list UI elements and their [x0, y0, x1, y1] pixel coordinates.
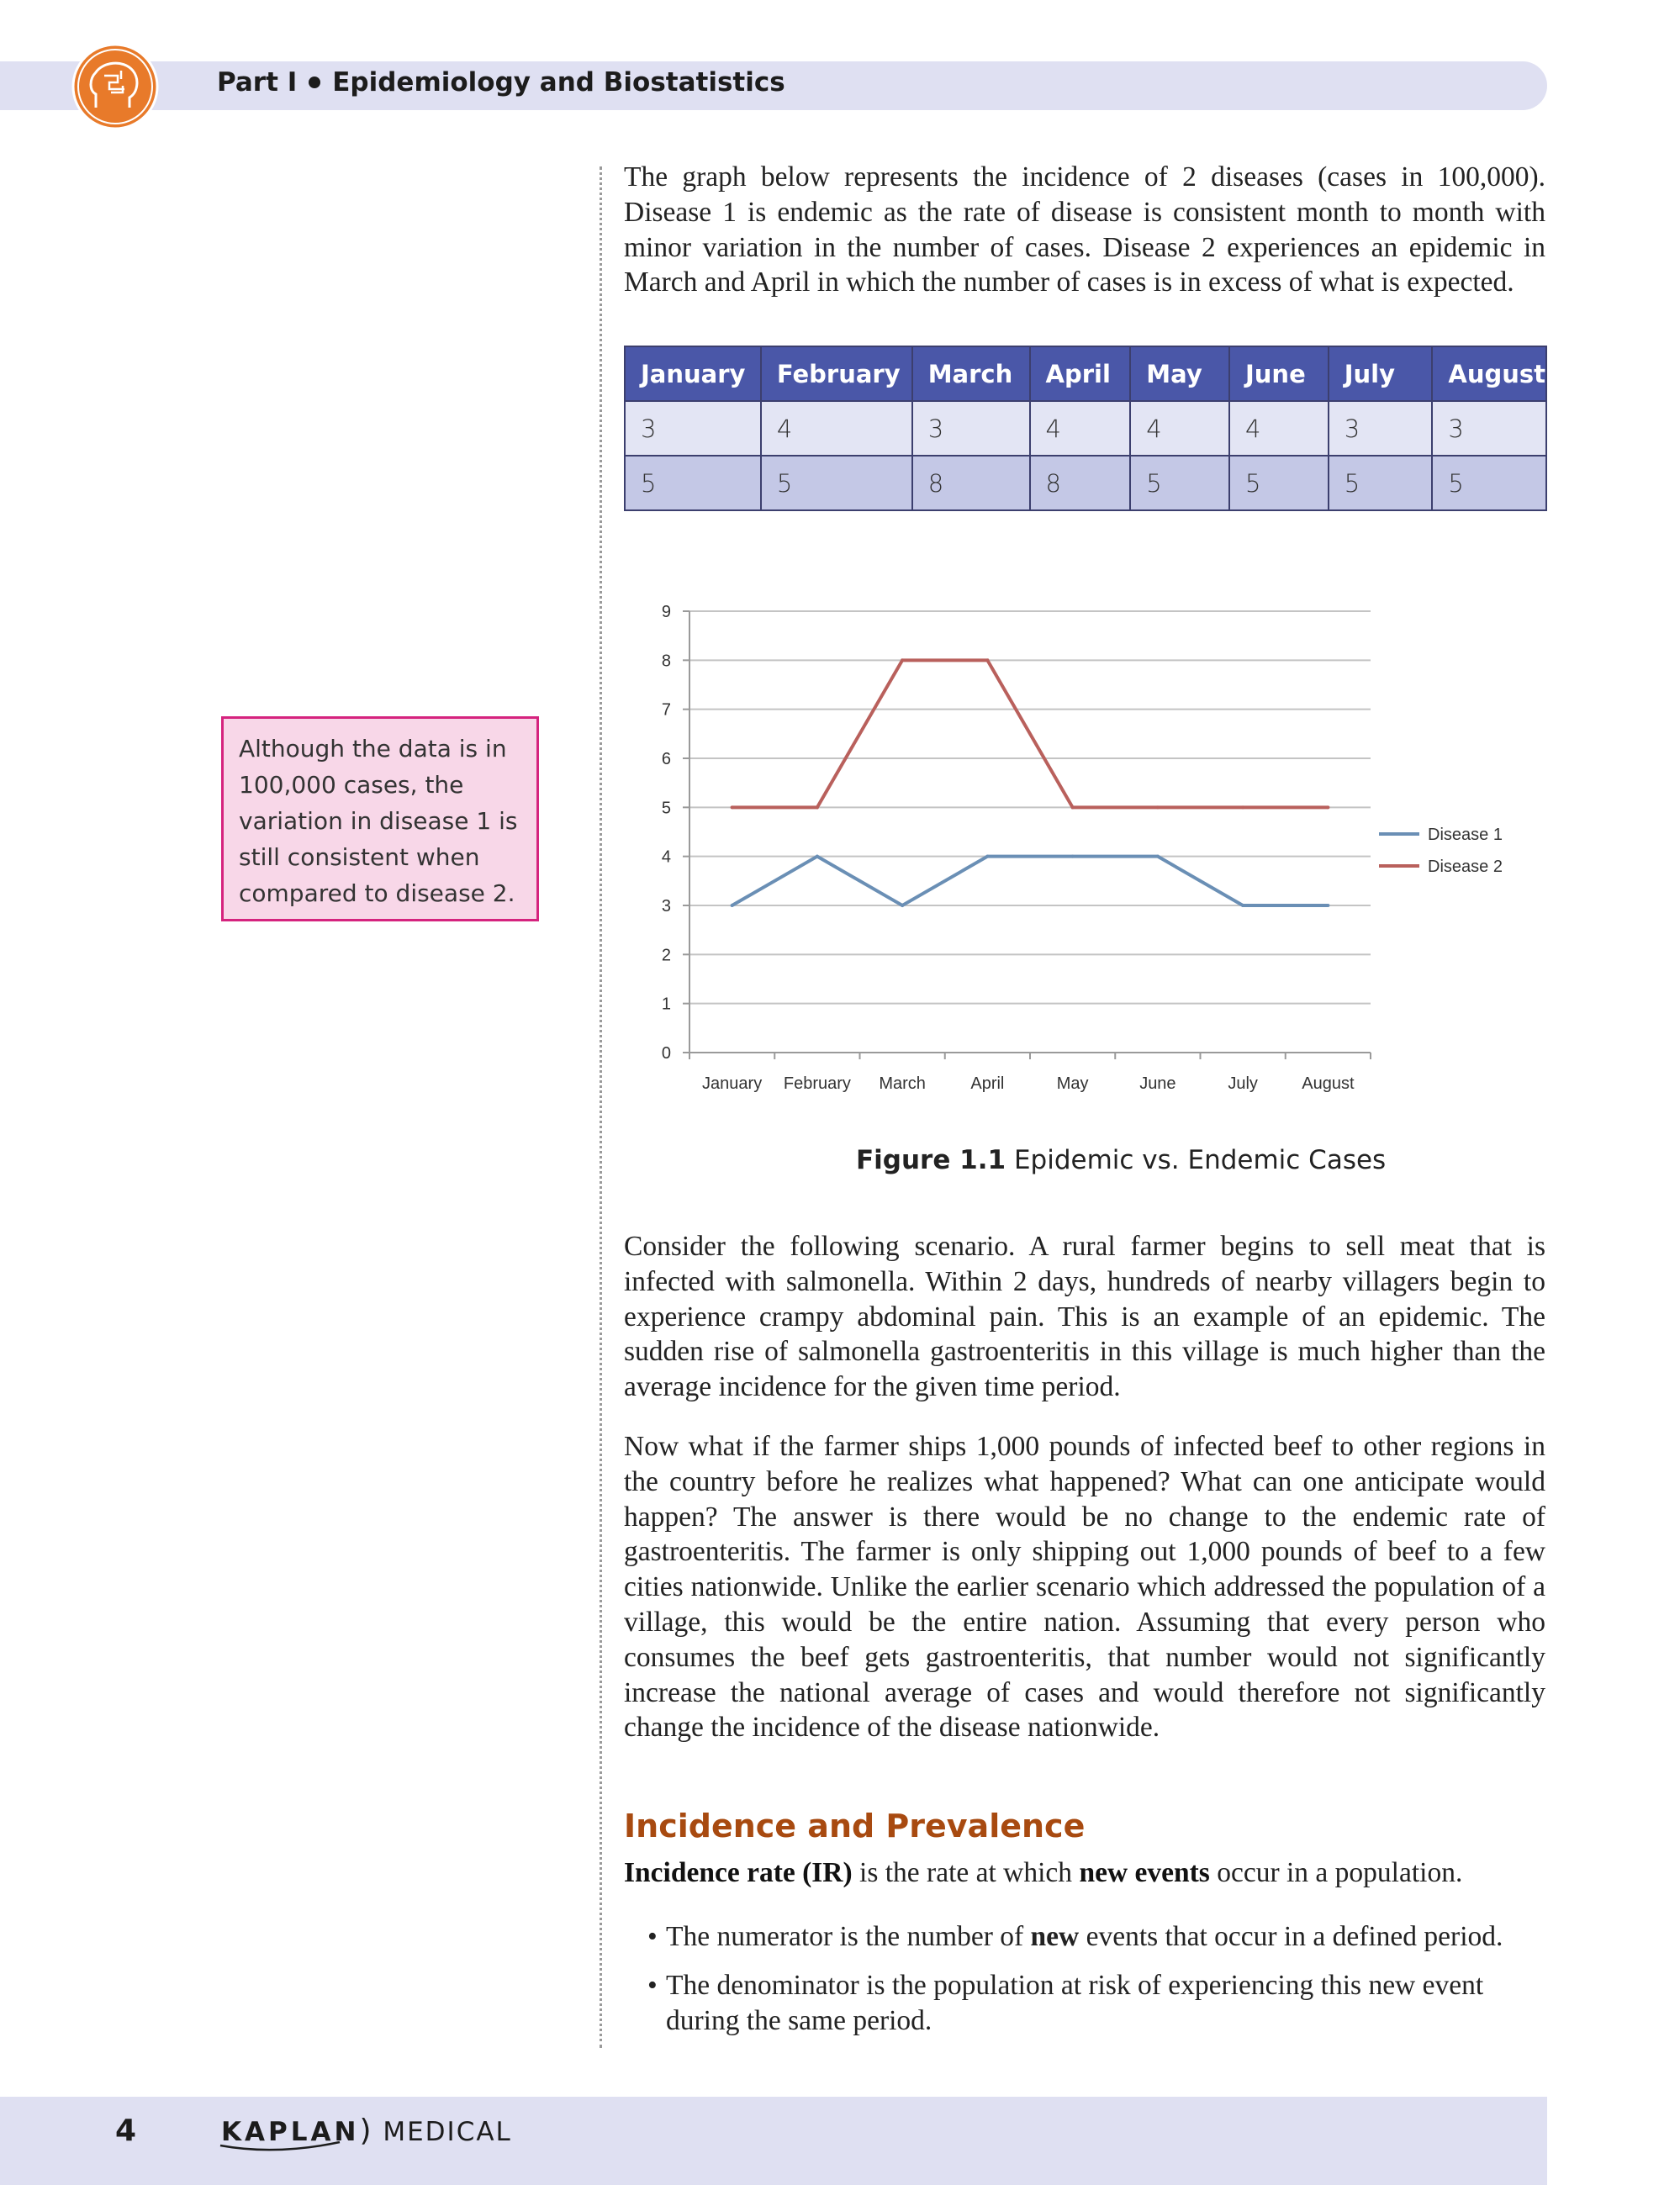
table-header-cell: August: [1432, 346, 1546, 401]
table-header-row: [625, 346, 1546, 401]
x-tick-label: April: [970, 1074, 1005, 1093]
table-cell: 3: [1329, 401, 1433, 456]
table-cell: 8: [912, 456, 1030, 510]
table-cell: 4: [1130, 401, 1229, 456]
data-point: [901, 658, 904, 662]
x-tick-labels: [702, 1074, 1355, 1093]
kaplan-logo: KAPLAN) MEDICAL: [221, 2114, 512, 2148]
incidence-line-chart: [639, 588, 1547, 1110]
list-item-emphasis: new: [1030, 1921, 1080, 1952]
table-cell: 5: [761, 456, 912, 510]
figure-title: Epidemic vs. Endemic Cases: [1013, 1145, 1387, 1175]
x-tick-label: January: [702, 1074, 763, 1093]
definition-term: Incidence rate (IR): [624, 1857, 853, 1888]
data-point: [816, 805, 819, 809]
list-item-text: events that occur in a defined period.: [1086, 1921, 1503, 1952]
table-cell: 3: [1432, 401, 1546, 456]
table-cell: 4: [1229, 401, 1329, 456]
list-item: [647, 1968, 1545, 2039]
y-tick-label: 3: [661, 897, 671, 916]
x-tick-label: August: [1302, 1074, 1355, 1093]
definition-text: is the rate at which: [859, 1857, 1073, 1888]
table-header-cell: June: [1229, 346, 1329, 401]
x-tick-label: July: [1228, 1074, 1258, 1093]
data-point: [1326, 904, 1329, 907]
table-header-cell: July: [1329, 346, 1433, 401]
y-tick-label: 8: [661, 652, 671, 671]
table-header-cell: March: [912, 346, 1030, 401]
list-item: [647, 1919, 1545, 1955]
sidebar-note: [221, 716, 539, 921]
series-line-2: [732, 660, 1329, 807]
chart-grid: [683, 611, 1371, 1059]
bullet-icon: •: [647, 1921, 658, 1952]
y-tick-label: 6: [661, 750, 671, 768]
header-title: Epidemiology and Biostatistics: [332, 67, 785, 98]
data-point: [1156, 805, 1160, 809]
nationwide-paragraph: Now what if the farmer ships 1,000 pounds of infected beef to other regions in the country before he realizes what happened? What can one anticipate would happen? The answer is there would be no change to the endemic rate of gastroenteritis. The farmer is only shipping out 1,000 pounds of beef to a few cities nationwide. Unlike the earlier scenario which addressed the population of a village, this would be the entire nation. Assuming that every person who consumes the beef gets gastroenteritis, that number would not significantly increase the national average of cases and would therefore not significantly change the incidence of the disease nationwide.: [624, 1431, 1545, 1744]
data-point: [1156, 855, 1160, 858]
table-cell: 3: [625, 401, 761, 456]
y-tick-label: 0: [661, 1044, 671, 1063]
data-point: [731, 805, 734, 809]
brain-head-logo-icon: [71, 42, 160, 131]
data-point: [816, 855, 819, 858]
incidence-definition: [624, 1855, 1545, 1891]
table-cell: 8: [1030, 456, 1131, 510]
table-header-cell: April: [1030, 346, 1131, 401]
table-cell: 5: [1130, 456, 1229, 510]
data-point: [1241, 805, 1244, 809]
data-point: [985, 855, 989, 858]
table-cell: 5: [1329, 456, 1433, 510]
y-tick-label: 9: [661, 603, 671, 621]
y-tick-label: 5: [661, 799, 671, 818]
x-tick-label: February: [783, 1074, 851, 1093]
table-cell: 5: [1432, 456, 1546, 510]
list-item-text: The denominator is the population at risk of experiencing this new event during the same period.: [666, 1970, 1484, 2036]
kaplan-swoosh-icon: [217, 2112, 351, 2154]
data-point: [1071, 805, 1075, 809]
running-header: [217, 67, 785, 98]
brand-suffix: MEDICAL: [383, 2117, 512, 2147]
page-number: 4: [115, 2114, 137, 2148]
section-heading: Incidence and Prevalence: [624, 1808, 1086, 1845]
data-point: [901, 904, 904, 907]
figure-label: Figure 1.1: [856, 1145, 1006, 1175]
definition-emphasis: new events: [1079, 1857, 1210, 1888]
x-tick-label: May: [1056, 1074, 1089, 1093]
intro-paragraph: The graph below represents the incidence of 2 diseases (cases in 100,000). Disease 1 is endemic as the rate of disease is consistent month to month with minor variation in the number of cases. Disease 2 experiences an epidemic in March and April in which the number of cases is in excess of what is expected.: [624, 161, 1545, 298]
margin-rule: [600, 166, 602, 2048]
x-tick-label: June: [1139, 1074, 1176, 1093]
figure-caption: [856, 1145, 1386, 1175]
chart-series: [731, 658, 1330, 907]
y-tick-label: 2: [661, 946, 671, 965]
x-tick-label: March: [879, 1074, 926, 1093]
table-cell: 5: [1229, 456, 1329, 510]
table-row: [625, 401, 1546, 456]
brand-name: KAPLAN: [221, 2117, 360, 2147]
data-point: [985, 658, 989, 662]
legend-label: Disease 2: [1428, 858, 1503, 876]
table-header-cell: May: [1130, 346, 1229, 401]
table-row: [625, 456, 1546, 510]
part-label: Part I: [217, 67, 298, 98]
y-tick-label: 4: [661, 847, 671, 867]
data-point: [1326, 805, 1329, 809]
table-cell: 4: [1030, 401, 1131, 456]
table-cell: 3: [912, 401, 1030, 456]
data-point: [731, 904, 734, 907]
scenario-paragraph: Consider the following scenario. A rural farmer begins to sell meat that is infected with salmonella. Within 2 days, hundreds of nearby villagers begin to experience crampy abdominal pain. This is an example of an epidemic. The sudden rise of salmonella gastroenteritis in this village is much higher than the average incidence for the given time period.: [624, 1231, 1545, 1403]
legend-label: Disease 1: [1428, 826, 1503, 844]
list-item-text: The numerator is the number of: [666, 1921, 1024, 1952]
definition-text: occur in a population.: [1217, 1857, 1463, 1888]
table-cell: 4: [761, 401, 912, 456]
y-tick-label: 1: [661, 995, 671, 1014]
bullet-icon: •: [647, 1970, 658, 2001]
data-point: [1071, 855, 1075, 858]
table-header-cell: January: [625, 346, 761, 401]
data-point: [1241, 904, 1244, 907]
table-header-cell: February: [761, 346, 912, 401]
bullet-dot-icon: [309, 77, 320, 88]
sidebar-text: Although the data is in 100,000 cases, the variation in disease 1 is still consistent when compared to disease 2.: [239, 735, 518, 907]
y-tick-label: 7: [661, 700, 671, 720]
y-tick-labels: [662, 603, 671, 1063]
series-line-1: [732, 857, 1329, 905]
chart-legend: [1379, 826, 1503, 876]
incidence-table: [624, 346, 1547, 511]
table-cell: 5: [625, 456, 761, 510]
